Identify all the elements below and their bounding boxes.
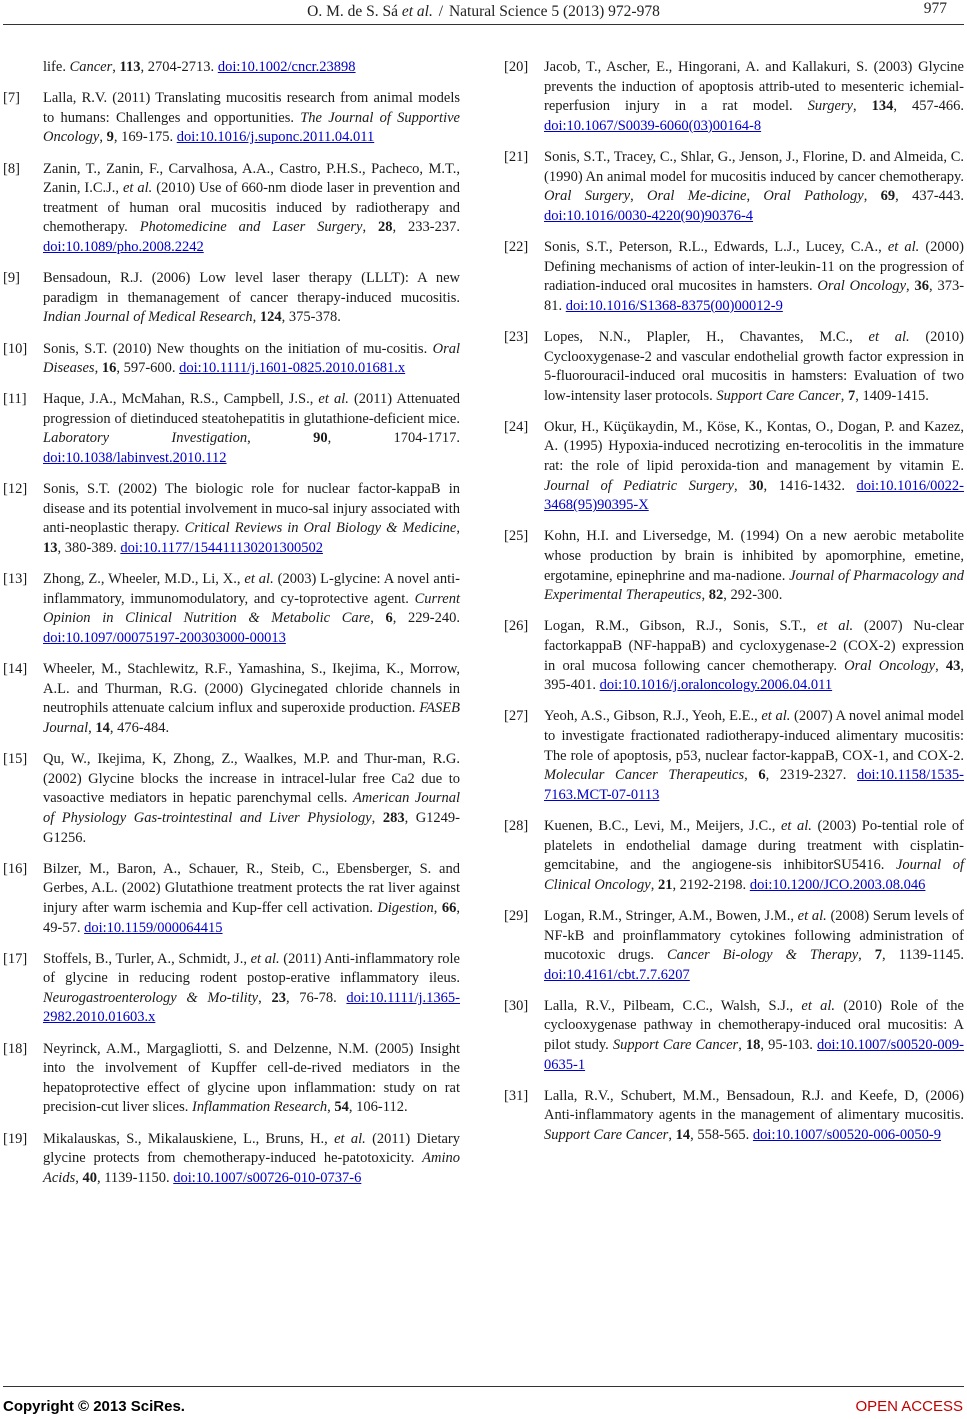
reference-text: Stoffels, B., Turler, A., Schmidt, J., et al. (2011) Anti-inflammatory role of glycine in reducing rodent postop-erative inflammatory ileus. Neurogastroenterology & Mo-tility, 23, 76-78. doi:10.1111/j.1365-2982.2010.01603.x bbox=[43, 950, 460, 1026]
open-access-label: OPEN ACCESS bbox=[855, 1398, 963, 1415]
doi-link[interactable]: doi:10.1067/S0039-6060(03)00164-8 bbox=[544, 117, 762, 134]
reference-number: [17] bbox=[3, 950, 28, 967]
reference-text: Bensadoun, R.J. (2006) Low level laser therapy (LLLT): A new paradigm in themanagement of cancer therapy-induced mucositis. Indian Journal of Medical Research, 124, 375-378. bbox=[43, 270, 460, 326]
doi-link[interactable]: doi:10.1111/j.1601-0825.2010.01681.x bbox=[179, 360, 406, 377]
reference-number: [14] bbox=[3, 661, 28, 678]
reference-text: Yeoh, A.S., Gibson, R.J., Yeoh, E.E., et al. (2007) A novel animal model to investigate fractionated radiotherapy-induced alimentary mucositis: The role of apoptosis, p53, nuclear factor-kappaB, COX-1, and COX-2. Molecular Cancer Therapeutics, 6, 2319-2327. doi:10.1158/1535-7163.MCT-07-0113 bbox=[544, 708, 965, 803]
reference-number: [16] bbox=[3, 860, 28, 877]
reference-number: [12] bbox=[3, 481, 28, 498]
running-header bbox=[0, 3, 967, 21]
reference-text: Qu, W., Ikejima, K, Zhong, Z., Waalkes, M.P. and Thur-man, R.G. (2002) Glycine blocks the increase in intracel-lular free Ca2 due to vasoactive mediators in hepatic parenchymal cells. American Journal of Physiology Gas-trointestinal and Liver Physiology, 283, G1249-G1256. bbox=[43, 751, 461, 846]
reference-text: Sonis, S.T. (2010) New thoughts on the initiation of mu-cositis. Oral Diseases, 16, 597-600. doi:10.1111/j.1601-0825.2010.01681.x bbox=[43, 340, 460, 377]
reference-number: [10] bbox=[3, 340, 28, 357]
reference-number: [29] bbox=[504, 907, 529, 924]
reference-text: Logan, R.M., Stringer, A.M., Bowen, J.M., et al. (2008) Serum levels of NF-kB and proinflammatory cytokines following administration of mucotoxic drugs. Cancer Bi-ology & Therapy, 7, 1139-1145. doi:10.4161/cbt.7.7.6207 bbox=[544, 907, 965, 983]
doi-link[interactable]: doi:10.1158/1535-7163.MCT-07-0113 bbox=[544, 767, 964, 803]
reference-number: [31] bbox=[504, 1087, 529, 1104]
footer-rule bbox=[3, 1386, 964, 1387]
reference-item bbox=[504, 907, 964, 985]
reference-number: [21] bbox=[504, 148, 529, 165]
reference-text: Sonis, S.T., Tracey, C., Shlar, G., Jenson, J., Florine, D. and Almeida, C. (1990) An animal model for mucositis induced by cancer chemotherapy. Oral Surgery, Oral Me-dicine, Oral Pathology, 69, 437-443. doi:10.1016/0030-4220(90)90376-4 bbox=[544, 148, 965, 224]
reference-item bbox=[3, 390, 460, 468]
doi-link[interactable]: doi:10.1200/JCO.2003.08.046 bbox=[749, 876, 926, 893]
reference-text: Kohn, H.I. and Liversedge, M. (1994) On a new aerobic metabolite whose production by brain is inhibited by apomorphine, emetine, ergotamine, epinephrine and ma-nadione. Journal of Pharmacology and Experimental Therapeutics, 82, 292-300. bbox=[544, 528, 964, 604]
reference-text: Wheeler, M., Stachlewitz, R.F., Yamashina, S., Ikejima, K., Morrow, A.L. and Thurman, R.G. (2000) Glycinegated chloride channels in neutrophils attenuate calcium influx and superoxide production. FASEB Journal, 14, 476-484. bbox=[43, 661, 460, 736]
reference-item bbox=[504, 1087, 964, 1146]
reference-number: [9] bbox=[3, 270, 20, 287]
reference-text: Lalla, R.V. (2011) Translating mucositis research from animal models to humans: Challenges and opportunities. The Journal of Supportive Oncology, 9, 169-175. doi:10.1016/j.suponc.2011.04.011 bbox=[43, 90, 460, 146]
reference-item bbox=[3, 660, 460, 738]
reference-text: life. Cancer, 113, 2704-2713. doi:10.1002/cncr.23898 bbox=[43, 59, 356, 75]
reference-item bbox=[3, 750, 460, 848]
reference-number: [20] bbox=[504, 59, 529, 75]
reference-item bbox=[3, 1130, 460, 1189]
reference-item bbox=[504, 148, 964, 226]
doi-link[interactable]: doi:10.4161/cbt.7.7.6207 bbox=[544, 966, 690, 983]
doi-link[interactable]: doi:10.1177/154411130201300502 bbox=[120, 540, 323, 557]
reference-number: [7] bbox=[3, 90, 20, 107]
reference-number: [26] bbox=[504, 618, 529, 635]
doi-link[interactable]: doi:10.1002/cncr.23898 bbox=[217, 59, 356, 75]
reference-item bbox=[3, 480, 460, 558]
reference-text: Sonis, S.T. (2002) The biologic role for nuclear factor-kappaB in disease and its potential involvement in muco-sal injury associated with anti-neoplastic therapy. Critical Reviews in Oral Biology & Medicine, 13, 380-389. doi:10.1177/154411130201300502 bbox=[43, 481, 460, 557]
reference-number: [15] bbox=[3, 751, 28, 768]
doi-link[interactable]: doi:10.1007/s00520-006-0050-9 bbox=[752, 1127, 942, 1144]
doi-link[interactable]: doi:10.1016/0030-4220(90)90376-4 bbox=[544, 207, 754, 224]
reference-number: [27] bbox=[504, 708, 529, 725]
reference-text: Haque, J.A., McMahan, R.S., Campbell, J.S., et al. (2011) Attenuated progression of dietinduced steatohepatitis in glutathione-deficient mice. Laboratory Investigation, 90, 1704-1717. doi:10.1038/labinvest.2010.112 bbox=[43, 391, 461, 467]
header-rule bbox=[3, 24, 964, 25]
doi-link[interactable]: doi:10.1016/0022-3468(95)90395-X bbox=[544, 477, 964, 514]
header-authors: O. M. de S. Sá bbox=[307, 3, 398, 20]
reference-text: Lopes, N.N., Plapler, H., Chavantes, M.C., et al. (2010) Cyclooxygenase-2 and vascular endothelial growth factor expression in 5-fluorouracil-induced oral mucositis in hamsters: Evaluation of two low-intensity laser protocols. Support Care Cancer, 7, 1409-1415. bbox=[544, 328, 964, 404]
reference-number: [11] bbox=[3, 391, 27, 408]
reference-text: Lalla, R.V., Pilbeam, C.C., Walsh, S.J., et al. (2010) Role of the cyclooxygenase pathway in chemotherapy-induced oral mucositis: A pilot study. Support Care Cancer, 18, 95-103. doi:10.1007/s00520-009-0635-1 bbox=[544, 997, 964, 1073]
reference-text: Mikalauskas, S., Mikalauskiene, L., Bruns, H., et al. (2011) Dietary glycine protects from chemotherapy-induced he-patotoxicity. Amino Acids, 40, 1139-1150. doi:10.1007/s00726-010-0737-6 bbox=[43, 1130, 460, 1186]
page-number: 977 bbox=[923, 0, 947, 17]
reference-text: Zanin, T., Zanin, F., Carvalhosa, A.A., Castro, P.H.S., Pacheco, M.T., Zanin, I.C.J., et al. (2010) Use of 660-nm diode laser in prevention and treatment of human oral mucositis induced by radiotherapy and chemotherapy. Photomedicine and Laser Surgery, 28, 233-237. doi:10.1089/pho.2008.2242 bbox=[43, 160, 460, 255]
reference-item bbox=[504, 527, 964, 605]
reference-item bbox=[504, 58, 964, 136]
reference-item bbox=[3, 860, 460, 938]
reference-number: [25] bbox=[504, 528, 529, 545]
reference-item bbox=[3, 950, 460, 1028]
reference-item bbox=[504, 997, 964, 1075]
reference-item bbox=[504, 238, 964, 316]
copyright-notice: Copyright © 2013 SciRes. bbox=[3, 1398, 185, 1415]
reference-text: Zhong, Z., Wheeler, M.D., Li, X., et al. (2003) L-glycine: A novel anti-inflammatory, immunomodulatory, and cy-toprotective agent. Current Opinion in Clinical Nutrition & Metabolic Care, 6, 229-240. doi:10.1097/00075197-200303000-00013 bbox=[43, 571, 461, 646]
doi-link[interactable]: doi:10.1111/j.1365-2982.2010.01603.x bbox=[43, 989, 460, 1026]
reference-number: [28] bbox=[504, 817, 529, 834]
doi-link[interactable]: doi:10.1016/j.oraloncology.2006.04.011 bbox=[599, 677, 833, 694]
reference-number: [8] bbox=[3, 160, 20, 177]
reference-number: [30] bbox=[504, 997, 529, 1014]
reference-number: [22] bbox=[504, 238, 529, 255]
reference-text: Bilzer, M., Baron, A., Schauer, R., Steib, C., Ebensberger, S. and Gerbes, A.L. (2002) Glutathione treatment protects the rat liver against injury after warm ischemia and Kup-ffer cell activation. Digestion, 66, 49-57. doi:10.1159/000064415 bbox=[43, 860, 460, 936]
reference-item bbox=[504, 617, 964, 695]
reference-text: Jacob, T., Ascher, E., Hingorani, A. and Kallakuri, S. (2003) Glycine prevents the induction of apoptosis attrib-uted to mesenteric ichemial-reperfusion injury in a rat model. Surgery, 134, 457-466. doi:10.1067/S0039-6060(03)00164-8 bbox=[544, 59, 964, 134]
reference-text: Sonis, S.T., Peterson, R.L., Edwards, L.J., Lucey, C.A., et al. (2000) Defining mechanisms of action of inter-leukin-11 on the progression of radiation-induced oral mucosites in hamsters. Oral Oncology, 36, 373-81. doi:10.1016/S1368-8375(00)00012-9 bbox=[544, 238, 965, 314]
reference-text: Logan, R.M., Gibson, R.J., Sonis, S.T., et al. (2007) Nu-clear factorkappaB (NF-happaB) and cycloxygenase-2 (COX-2) expression in oral mucosa following cancer chemotherapy. Oral Oncology, 43, 395-401. doi:10.1016/j.oraloncology.2006.04.011 bbox=[544, 618, 965, 694]
reference-number: [13] bbox=[3, 571, 28, 588]
reference-item bbox=[504, 817, 964, 895]
doi-link[interactable]: doi:10.1016/S1368-8375(00)00012-9 bbox=[565, 297, 783, 314]
header-etal: et al. bbox=[401, 3, 433, 20]
reference-item bbox=[504, 418, 964, 516]
reference-number: [18] bbox=[3, 1040, 28, 1057]
reference-item bbox=[3, 269, 460, 328]
references-left-column bbox=[3, 58, 460, 1200]
header-separator: / bbox=[438, 3, 444, 20]
reference-item bbox=[3, 340, 460, 379]
doi-link[interactable]: doi:10.1159/000064415 bbox=[84, 919, 223, 936]
reference-item bbox=[3, 570, 460, 648]
doi-link[interactable]: doi:10.1097/00075197-200303000-00013 bbox=[43, 630, 286, 646]
reference-item bbox=[504, 328, 964, 406]
references-right-column bbox=[504, 58, 964, 1157]
reference-number: [23] bbox=[504, 328, 529, 345]
doi-link[interactable]: doi:10.1016/j.suponc.2011.04.011 bbox=[176, 129, 375, 146]
reference-item bbox=[3, 1040, 460, 1118]
doi-link[interactable]: doi:10.1007/s00520-009-0635-1 bbox=[544, 1037, 964, 1073]
header-journal: Natural Science 5 (2013) 972-978 bbox=[448, 3, 660, 20]
reference-item bbox=[3, 58, 460, 78]
reference-item bbox=[3, 160, 460, 258]
reference-text: Lalla, R.V., Schubert, M.M., Bensadoun, R.J. and Keefe, D, (2006) Anti-inflammatory agents in the management of alimentary mucositis. Support Care Cancer, 14, 558-565. doi:10.1007/s00520-006-0050-9 bbox=[544, 1087, 964, 1144]
reference-number: [24] bbox=[504, 418, 529, 435]
doi-link[interactable]: doi:10.1038/labinvest.2010.112 bbox=[43, 450, 227, 467]
doi-link[interactable]: doi:10.1089/pho.2008.2242 bbox=[43, 238, 204, 255]
reference-item bbox=[504, 707, 964, 805]
doi-link[interactable]: doi:10.1007/s00726-010-0737-6 bbox=[173, 1169, 362, 1186]
reference-text: Okur, H., Küçükaydin, M., Köse, K., Kontas, O., Dogan, P. and Kazez, A. (1995) Hypoxia-induced necrotizing en-terocolitis in the immature rat: the role of lipid peroxida-tion and management by vitamin E. Journal of Pediatric Surgery, 30, 1416-1432. doi:10.1016/0022-3468(95)90395-X bbox=[544, 418, 964, 514]
reference-text: Neyrinck, A.M., Margagliotti, S. and Delzenne, N.M. (2005) Insight into the involvement of Kupffer cell-de-rived mediators in the hepatoprotective effect of glycine upon inflammation: study on rat precision-cut liver slices. Inflammation Research, 54, 106-112. bbox=[43, 1040, 460, 1116]
reference-text: Kuenen, B.C., Levi, M., Meijers, J.C., et al. (2003) Po-tential role of platelets in endothelial damage during treatment with cisplatin-gemcitabine, and the angiogene-sis inhibitorSU5416. Journal of Clinical Oncology, 21, 2192-2198. doi:10.1200/JCO.2003.08.046 bbox=[544, 817, 964, 893]
reference-number: [19] bbox=[3, 1130, 28, 1147]
reference-item bbox=[3, 89, 460, 148]
